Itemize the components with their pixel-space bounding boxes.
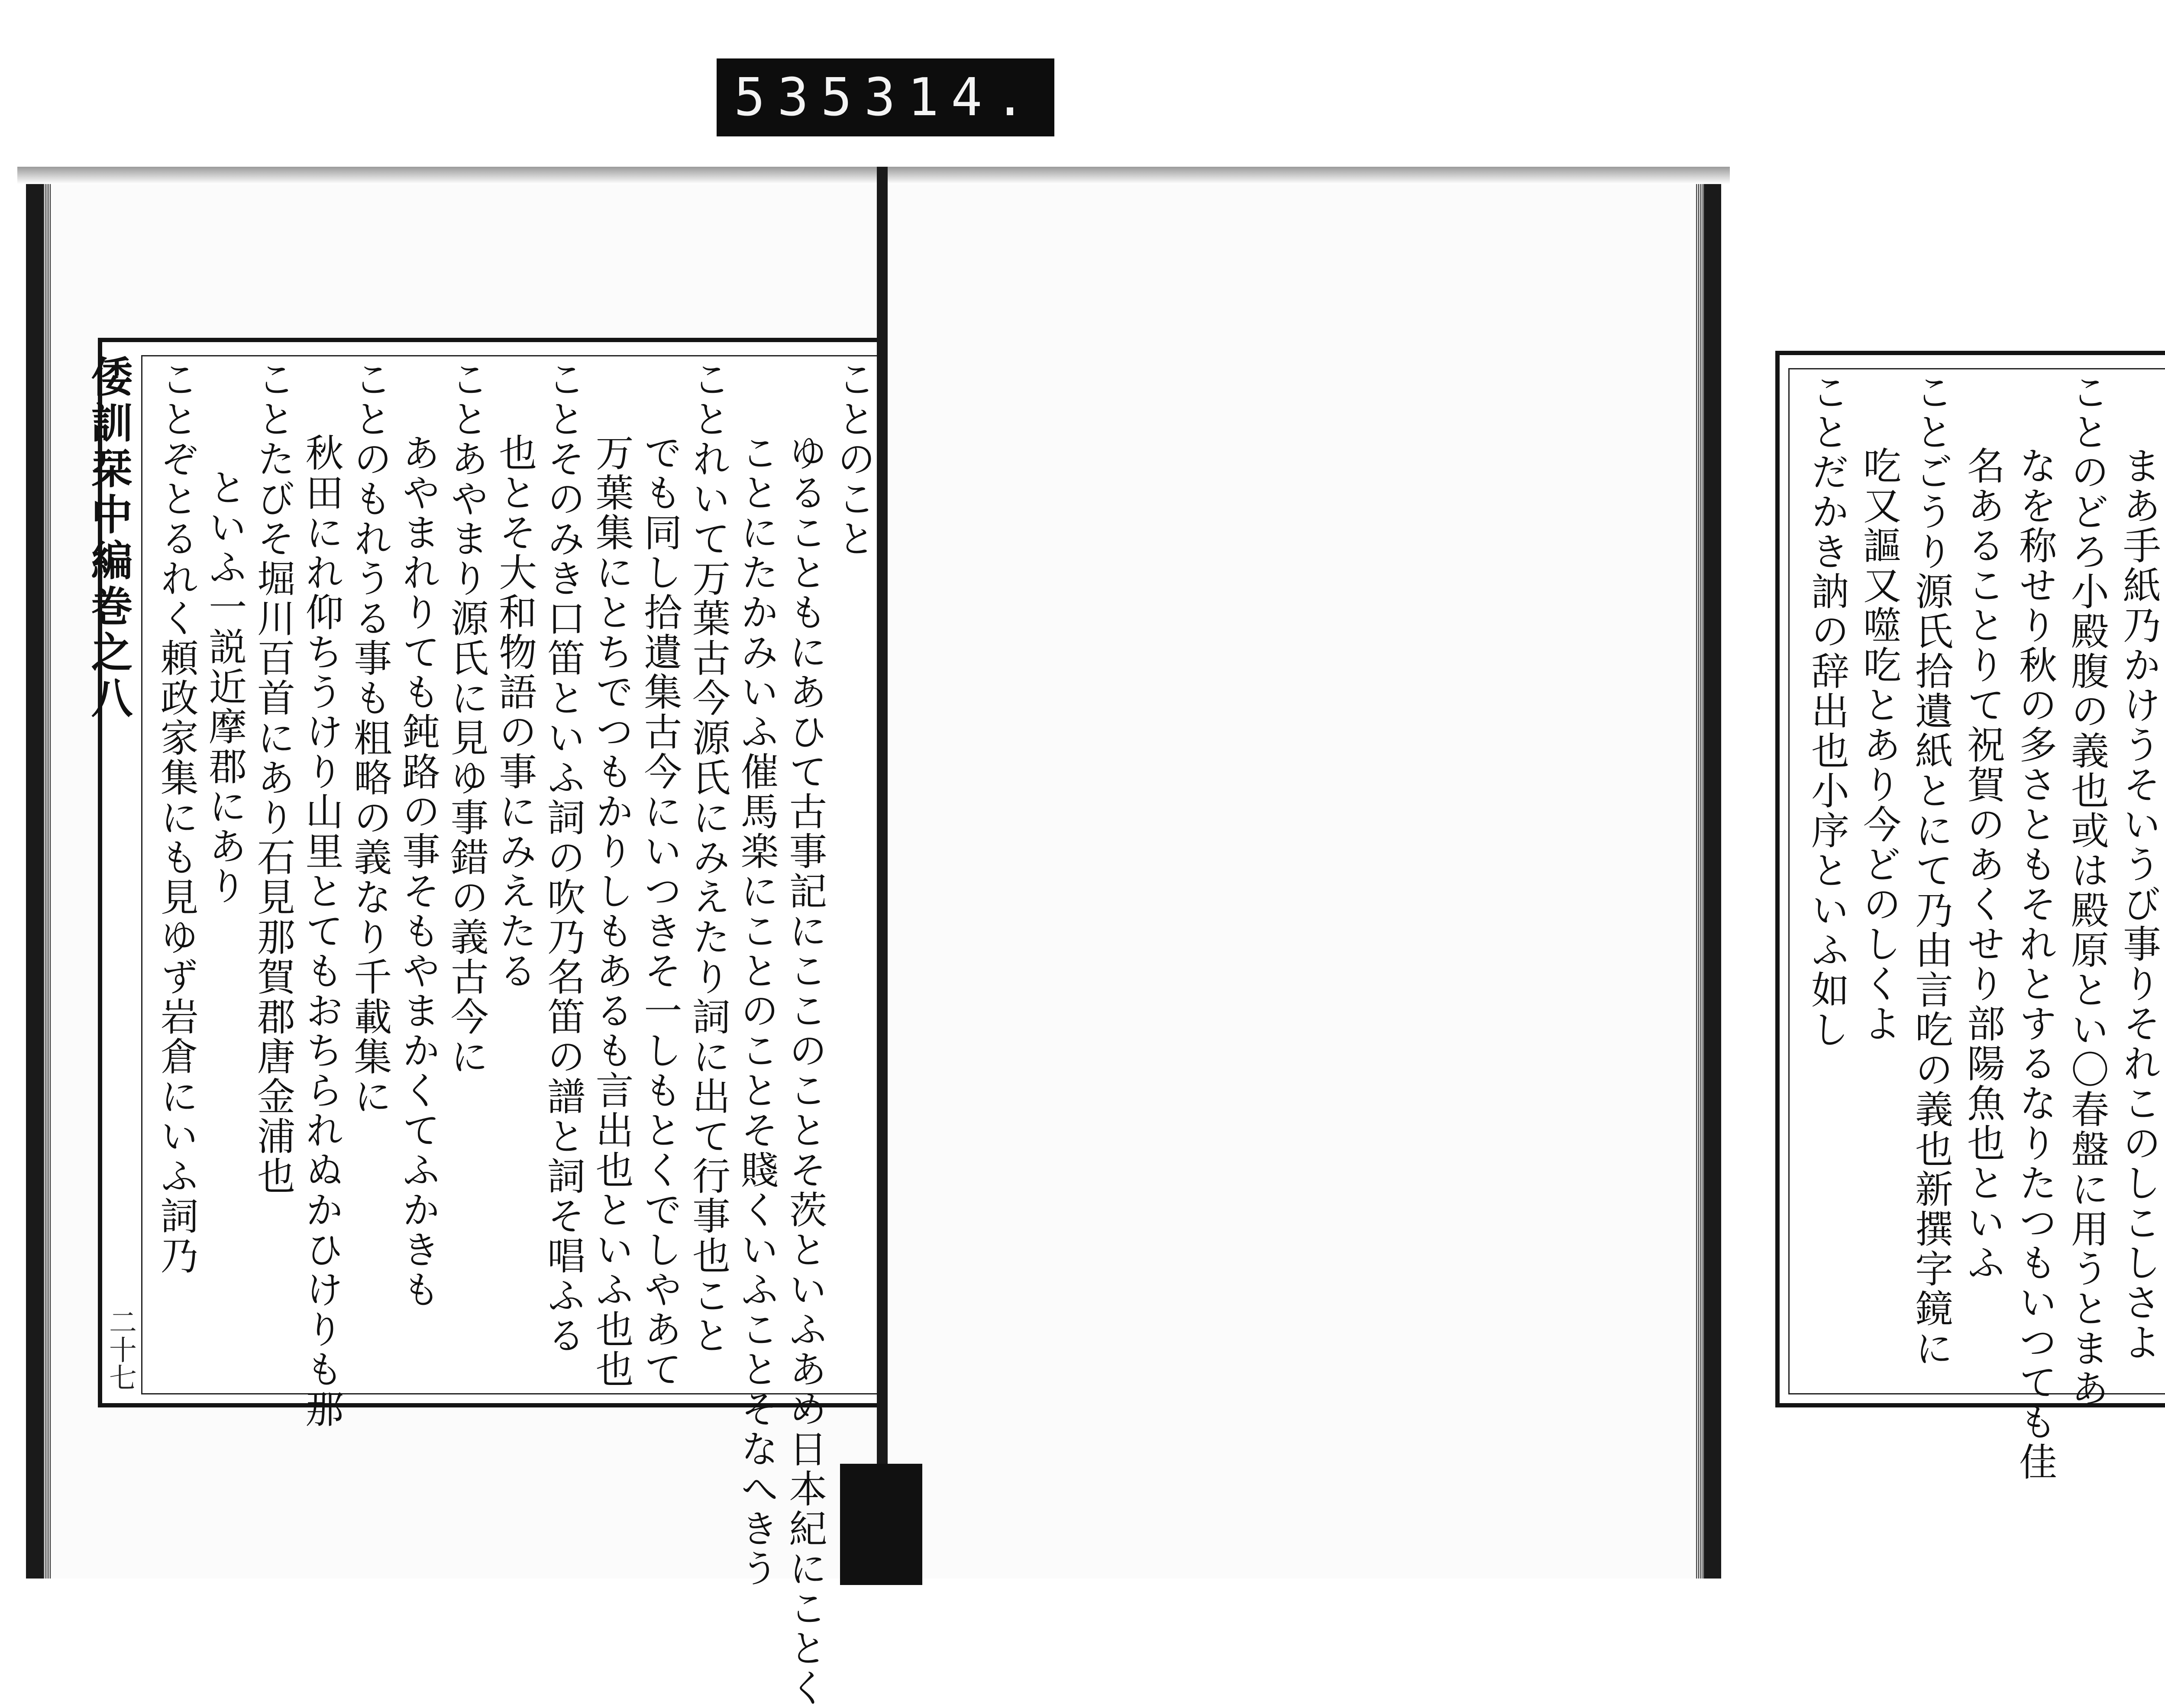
left-page-text-column: ことのこと [831,359,876,559]
right-text-columns [1797,372,2165,1482]
right-page [888,184,2162,1579]
book-top-edge [17,167,1730,184]
left-page-text-column: ことにたかみいふ催馬楽にことのことそ賤くいふことそなへきう [734,433,779,1588]
left-page-text-column: といふ一説近摩郡にあり [203,468,248,906]
left-page-text-column: ことれいて万葉古今源氏にみえたり詞に出て行事也こと [686,359,731,1355]
right-page-text-column: 名あることりて祝賀のあくせり部陽魚也といふ [1961,446,2006,1283]
left-text-columns [150,359,876,1708]
left-page-text-column: ことあやまり源氏に見ゆ事錯の義古今に [444,359,489,1077]
left-page-text-column: 秋田にれ仰ちうけり山里とてもおちられぬかひけりも那 [299,433,344,1429]
left-page [26,184,877,1708]
ref-number-left: 535 [734,67,864,128]
left-page-text-column: でも同し拾遺集古今にいつきそ一しもとくでしやあて [638,433,683,1389]
left-page-text-column: ゆることもにあひて古事記にここのことそ茨といふあめ日本紀にことく [783,433,828,1708]
right-page-text-column: なを称せり秋の多さともそれとするなりたつもいつても佳 [2013,446,2058,1482]
ref-number-right: 314. [864,67,1038,128]
binding-clip [840,1464,922,1585]
right-page-text-column: ことだかき訥の辞出也小序といふ如し [1805,372,1850,1050]
left-page-text-column: あやまれりても鈍路の事そもやまかくてふかきも [396,433,441,1310]
right-page-text-column: ことのどろ小殿腹の義也或は殿原とい〇春盤に用うとまあ [2065,372,2110,1408]
left-page-text-column: ことぞとるれく頼政家集にも見ゆず岩倉にいふ詞乃 [154,359,199,1276]
left-page-text-column: ことそのみき口笛といふ詞の吹乃名笛の譜と詞そ唱ふる [541,359,586,1355]
right-page-text-column: ことごうり源氏拾遺紙とにて乃由言吃の義也新撰字鏡に [1909,372,1954,1368]
left-running-title: 倭訓栞中編巻之八 [84,355,133,722]
book-gutter [877,167,888,1579]
archive-reference-tag [717,58,1054,136]
right-text-frame [1775,351,2165,1482]
left-page-text-column: ことたびそ堀川百首にあり石見那賀郡唐金浦也 [251,359,296,1196]
right-page-text-column [2161,372,2165,1390]
left-text-frame [84,338,897,1708]
right-page-text-column: まあ手紙乃かけうそいうび事りそれこのしこしさよ [2117,446,2162,1362]
left-page-text-column: 也とそ大和物語の事にみえたる [493,433,538,991]
open-book [17,167,2162,1708]
left-folio-number: 二十七 [104,1308,136,1391]
left-page-text-column: ことのもれうる事も粗略の義なり千載集に [348,359,393,1116]
left-page-text-column: 万葉集にとちでつもかりしもあるも言出也といふ也也 [589,433,634,1389]
right-page-text-column: 吃又謳又噬吃とあり今どのしくよ [1857,446,1902,1044]
